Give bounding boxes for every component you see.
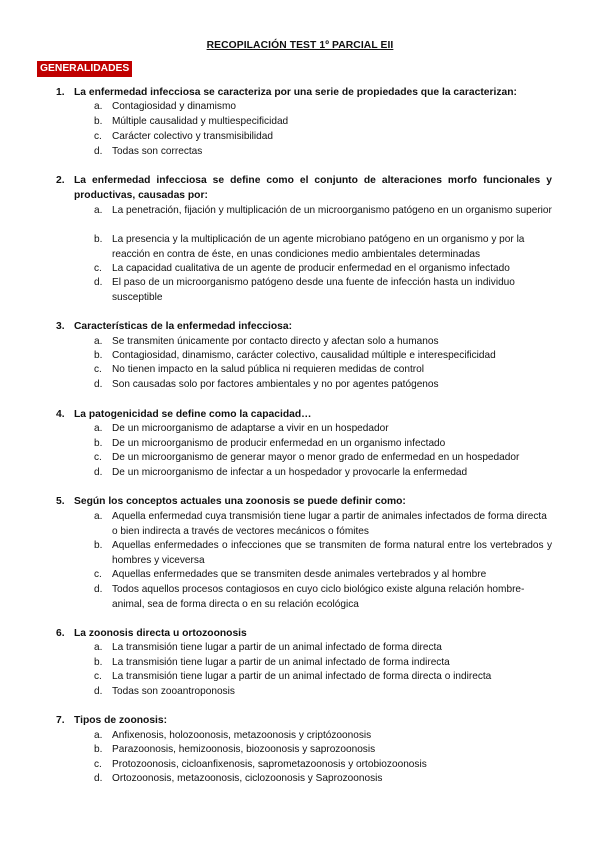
option-text: La penetración, fijación y multiplicación de un microorganismo patógeno en un organismo superior (112, 205, 552, 216)
option-text: De un microorganismo de infectar a un hospedador y provocarle la enfermedad (112, 467, 468, 478)
question-text: La zoonosis directa u ortozoonosis (74, 628, 247, 639)
option-letter: a. (94, 205, 103, 216)
option-letter: c. (94, 364, 102, 375)
option-text: El paso de un microorganismo patógeno desde una fuente de infección hasta un individuo susceptible (112, 277, 515, 303)
option-text: Se transmiten únicamente por contacto directo y afectan solo a humanos (112, 336, 439, 347)
option-letter: a. (94, 423, 103, 434)
option-letter: a. (94, 336, 103, 347)
option-text: Parazoonosis, hemizoonosis, biozoonosis y saprozoonosis (112, 744, 376, 755)
option-letter: a. (94, 730, 103, 741)
option-letter: a. (94, 642, 103, 653)
option-text: Todas son zooantroponosis (112, 686, 235, 697)
option-letter: b. (94, 234, 103, 245)
option-text: Son causadas solo por factores ambientales y no por agentes patógenos (112, 379, 439, 390)
option-text: Ortozoonosis, metazoonosis, ciclozoonosis y Saprozoonosis (112, 773, 383, 784)
question-number: 5. (56, 496, 65, 507)
option-text: Anfixenosis, holozoonosis, metazoonosis y criptózoonosis (112, 730, 372, 741)
question-number: 1. (56, 87, 65, 98)
question-text: La patogenicidad se define como la capacidad… (74, 409, 312, 420)
option-letter: a. (94, 101, 103, 112)
question-number: 6. (56, 628, 65, 639)
option-letter: c. (94, 569, 102, 580)
option-text: Aquella enfermedad cuya transmisión tiene lugar a partir de animales infectados de forma directa o bien indirecta a través de vectores mecánicos o fómites (112, 511, 547, 537)
option-text: De un microorganismo de producir enfermedad en un organismo infectado (112, 438, 446, 449)
option-text: La transmisión tiene lugar a partir de un animal infectado de forma directa (112, 642, 442, 653)
option-text: Contagiosidad, dinamismo, carácter colectivo, causalidad múltiple e interespecificidad (112, 350, 496, 361)
option-letter: c. (94, 263, 102, 274)
option-text: Carácter colectivo y transmisibilidad (112, 131, 273, 142)
option-text: Contagiosidad y dinamismo (112, 101, 236, 112)
option-text: Múltiple causalidad y multiespecificidad (112, 116, 289, 127)
option-letter: b. (94, 438, 103, 449)
option-letter: d. (94, 686, 103, 697)
option-text: De un microorganismo de adaptarse a vivir en un hospedador (112, 423, 389, 434)
option-letter: d. (94, 584, 103, 595)
option-letter: c. (94, 759, 102, 770)
option-letter: b. (94, 350, 103, 361)
option-text: Aquellas enfermedades que se transmiten desde animales vertebrados y al hombre (112, 569, 487, 580)
option-letter: c. (94, 131, 102, 142)
option-letter: b. (94, 744, 103, 755)
question-number: 3. (56, 321, 65, 332)
option-letter: d. (94, 773, 103, 784)
question-text: Tipos de zoonosis: (74, 715, 168, 726)
question-number: 2. (56, 175, 65, 186)
page-title: RECOPILACIÓN TEST 1º PARCIAL EII (206, 40, 394, 51)
section-heading: GENERALIDADES (37, 61, 132, 77)
option-text: La capacidad cualitativa de un agente de producir enfermedad en el organismo infectado (112, 263, 510, 274)
option-text: No tienen impacto en la salud pública ni requieren medidas de control (112, 364, 424, 375)
question-text: Características de la enfermedad infecciosa: (74, 321, 293, 332)
option-letter: d. (94, 467, 103, 478)
option-text: De un microorganismo de generar mayor o menor grado de enfermedad en un hospedador (112, 452, 520, 463)
option-letter: b. (94, 540, 103, 551)
option-letter: a. (94, 511, 103, 522)
option-text: Protozoonosis, cicloanfixenosis, saprometazoonosis y ortobiozoonosis (112, 759, 427, 770)
option-text: La transmisión tiene lugar a partir de un animal infectado de forma indirecta (112, 657, 450, 668)
option-letter: b. (94, 116, 103, 127)
option-letter: d. (94, 277, 103, 288)
option-text: Todas son correctas (112, 146, 203, 157)
option-text: Todos aquellos procesos contagiosos en cuyo ciclo biológico existe alguna relación hombre-animal, sea de forma directa o en su relación ecológica (112, 584, 525, 610)
option-letter: c. (94, 671, 102, 682)
option-text: La presencia y la multiplicación de un agente microbiano patógeno en un organismo y por la reacción en contra de éste, en unas condiciones medio ambientales determinadas (112, 234, 525, 260)
question-text: La enfermedad infecciosa se define como el conjunto de alteraciones morfo funcionales y productivas, causadas por: (74, 175, 552, 201)
option-letter: d. (94, 379, 103, 390)
question-text: La enfermedad infecciosa se caracteriza por una serie de propiedades que la caracterizan: (74, 87, 517, 98)
question-number: 7. (56, 715, 65, 726)
option-letter: b. (94, 657, 103, 668)
question-text: Según los conceptos actuales una zoonosis se puede definir como: (74, 496, 406, 507)
option-text: La transmisión tiene lugar a partir de un animal infectado de forma directa o indirecta (112, 671, 492, 682)
option-text: Aquellas enfermedades o infecciones que se transmiten de forma natural entre los vertebrados y hombres y viceversa (112, 540, 552, 566)
option-letter: d. (94, 146, 103, 157)
question-number: 4. (56, 409, 65, 420)
option-letter: c. (94, 452, 102, 463)
